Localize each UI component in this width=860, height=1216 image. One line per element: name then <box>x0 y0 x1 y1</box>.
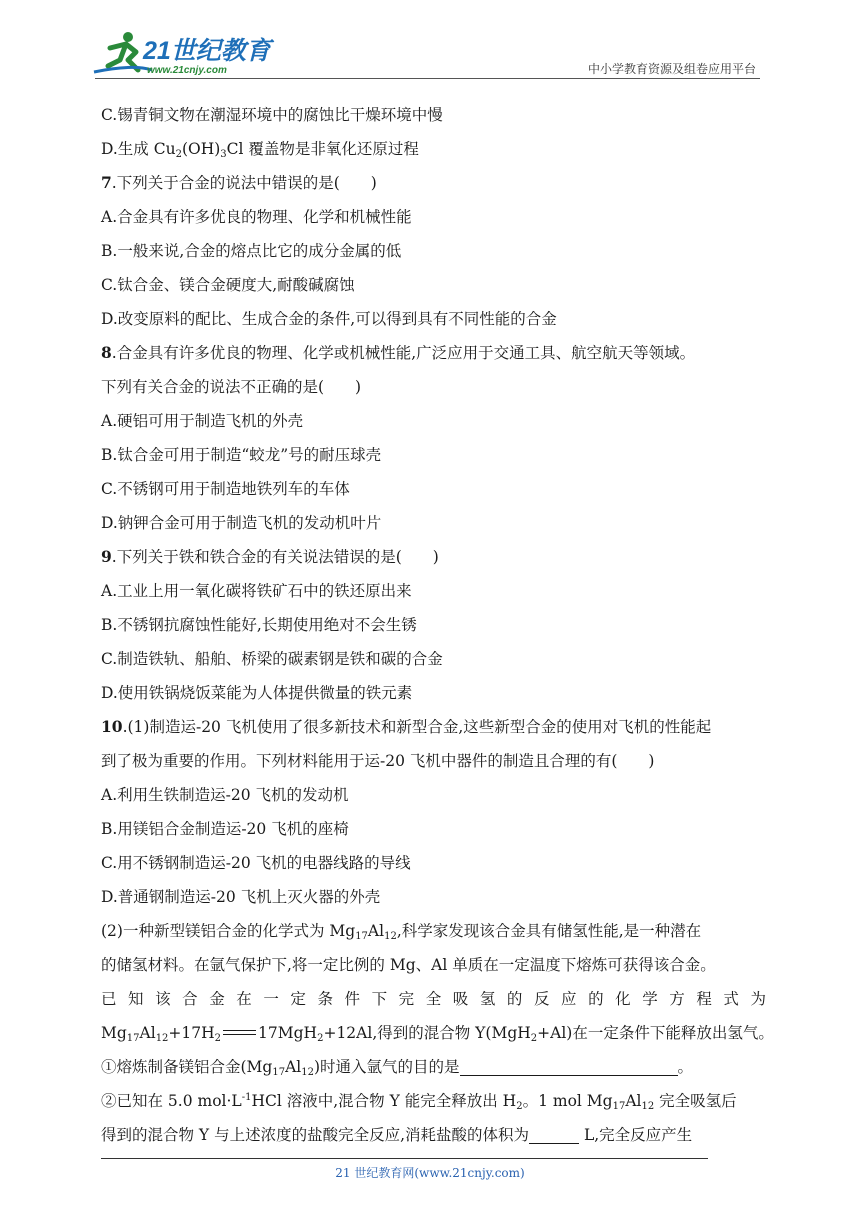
logo-text: 21世纪教育 <box>143 37 271 65</box>
answer-blank[interactable] <box>460 1057 678 1076</box>
question-10-part2-cont: 的储氢材料。在氩气保护下,将一定比例的 Mg、Al 单质在一定温度下熔炼可获得该合金。 <box>101 956 716 974</box>
option-line: B.一般来说,合金的熔点比它的成分金属的低 <box>101 242 402 260</box>
question-10-part2-cont: 已 知 该 合 金 在 一 定 条 件 下 完 全 吸 氢 的 反 应 的 化 学 方 程 式 为 <box>101 990 767 1008</box>
question-7: 7.下列关于合金的说法中错误的是( ) <box>101 173 377 192</box>
page-header <box>0 0 860 90</box>
option-line: C.制造铁轨、船舶、桥梁的碳素钢是铁和碳的合金 <box>101 650 443 668</box>
option-line: D.改变原料的配比、生成合金的条件,可以得到具有不同性能的合金 <box>101 310 557 328</box>
document-body <box>101 98 774 1152</box>
question-10-cont: 到了极为重要的作用。下列材料能用于运-20 飞机中器件的制造且合理的有( ) <box>101 752 655 770</box>
logo-url: www.21cnjy.com <box>147 65 227 76</box>
question-9: 9.下列关于铁和铁合金的有关说法错误的是( ) <box>101 547 439 566</box>
option-line: A.硬铝可用于制造飞机的外壳 <box>101 412 304 430</box>
chemical-equation: $Mg_{17}Al_{12}+17H_2$ 17MgH$_2$+12Al,得到的混合物 Y(MgH$_2$+Al)在一定条件下能释放出氢气。 <box>101 1016 766 1050</box>
option-line: D.普通钢制造运-20 飞机上灭火器的外壳 <box>101 888 381 906</box>
option-line: D.生成 $Cu_2(OH)_3Cl$ 覆盖物是非氧化还原过程 <box>101 140 419 160</box>
header-divider <box>95 78 760 79</box>
question-10-part2: (2)一种新型镁铝合金的化学式为 $Mg_{17}Al_{12}$,科学家发现该合金具有储氢性能,是一种潜在 <box>101 922 702 942</box>
option-line: D.钠钾合金可用于制造飞机的发动机叶片 <box>101 514 382 532</box>
option-line: C.锡青铜文物在潮湿环境中的腐蚀比干燥环境中慢 <box>101 106 443 124</box>
sub-question-2: ②已知在 5.0 $mol\cdot L^{-1}HCl$ 溶液中,混合物 Y 能完全释放出 $H_2$。1 mol $Mg_{17}Al_{12}$ 完全吸氢后 <box>101 1092 737 1112</box>
option-line: B.不锈钢抗腐蚀性能好,长期使用绝对不会生锈 <box>101 616 417 634</box>
equals-sign <box>221 1016 258 1050</box>
option-line: B.钛合金可用于制造“蛟龙”号的耐压球壳 <box>101 446 382 464</box>
option-line: A.工业上用一氧化碳将铁矿石中的铁还原出来 <box>101 582 412 600</box>
answer-blank[interactable] <box>529 1125 579 1144</box>
sub-question-1: ①熔炼制备镁铝合金$(Mg_{17}Al_{12})$时通入氩气的目的是 。 <box>101 1058 694 1078</box>
option-line: C.钛合金、镁合金硬度大,耐酸碱腐蚀 <box>101 276 355 294</box>
option-line: A.利用生铁制造运-20 飞机的发动机 <box>101 786 349 804</box>
question-10: 10.(1)制造运-20 飞机使用了很多新技术和新型合金,这些新型合金的使用对飞机的性能起 <box>101 717 712 736</box>
option-line: C.不锈钢可用于制造地铁列车的车体 <box>101 480 350 498</box>
question-8: 8.合金具有许多优良的物理、化学或机械性能,广泛应用于交通工具、航空航天等领域。 <box>101 343 696 362</box>
page-footer: 21 世纪教育网(www.21cnjy.com) <box>335 1166 525 1180</box>
option-line: B.用镁铝合金制造运-20 飞机的座椅 <box>101 820 349 838</box>
question-8-cont: 下列有关合金的说法不正确的是( ) <box>101 378 362 396</box>
footer-divider <box>101 1158 708 1159</box>
option-line: D.使用铁锅烧饭菜能为人体提供微量的铁元素 <box>101 684 413 702</box>
option-line: C.用不锈钢制造运-20 飞机的电器线路的导线 <box>101 854 411 872</box>
sub-question-2-cont: 得到的混合物 Y 与上述浓度的盐酸完全反应,消耗盐酸的体积为 L,完全反应产生 <box>101 1126 693 1144</box>
option-line: A.合金具有许多优良的物理、化学和机械性能 <box>101 208 412 226</box>
platform-name: 中小学教育资源及组卷应用平台 <box>587 62 756 76</box>
